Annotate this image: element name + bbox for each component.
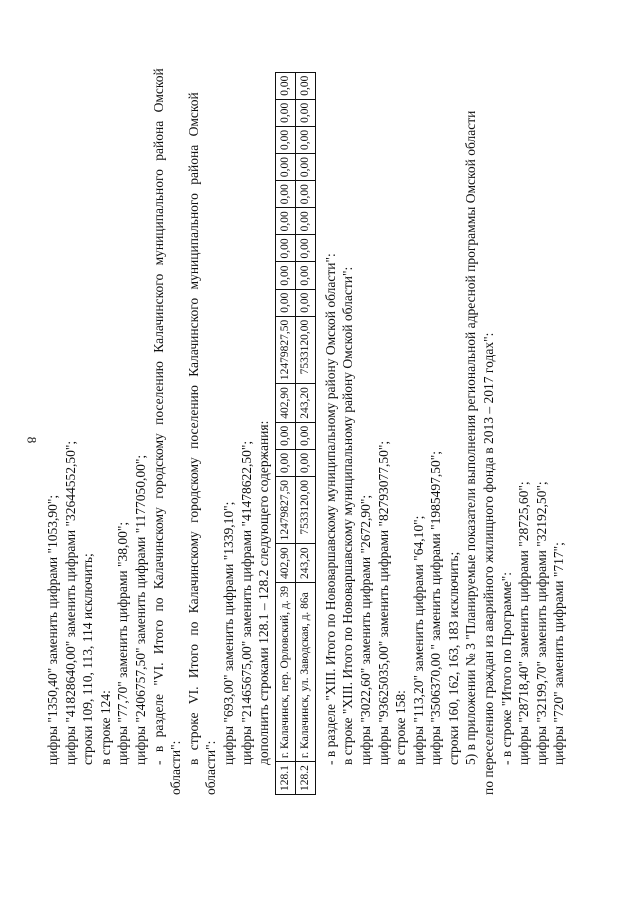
table-cell: 128.2 [295, 762, 315, 795]
text-line: в строке VI. Итого по Калачинскому городскому поселению Калачинского муниципального района Омской [185, 92, 201, 765]
table-row [295, 72, 315, 794]
table-cell: 0,00 [295, 289, 315, 316]
text-line: цифры "93625035,00" заменить цифрами "82793077,50"; [375, 440, 391, 765]
table-cell: 7533120,00 [295, 316, 315, 383]
table-cell: 402,90 [275, 544, 295, 583]
text-line: цифры "720" заменить цифрами "717"; [551, 542, 567, 765]
table-cell: 0,00 [295, 181, 315, 208]
text-line: цифры "77,70" заменить цифрами "38,00"; [115, 521, 131, 765]
table-cell: 0,00 [295, 126, 315, 153]
text-line: цифры "3022,60" заменить цифрами "2672,90"; [357, 494, 373, 765]
text-line: цифры "28718,40" заменить цифрами "28725,60"; [516, 481, 532, 765]
table-cell: 0,00 [275, 181, 295, 208]
table-cell: 243,20 [295, 544, 315, 583]
text-line: области": [168, 740, 184, 795]
table-cell: 0,00 [275, 72, 295, 99]
text-line: строки 109, 110, 113, 114 исключить; [80, 553, 96, 765]
document-body [44, 25, 568, 795]
text-line: цифры "21465675,00" заменить цифрами "41478622,50"; [238, 440, 254, 765]
table-cell: 0,00 [275, 262, 295, 289]
table-cell: 0,00 [275, 208, 295, 235]
table-row [275, 72, 295, 794]
table-cell: 0,00 [295, 99, 315, 126]
table-cell: г. Калачинск, пер. Орловский, д. 39 [275, 582, 295, 761]
text-line: области": [203, 740, 219, 795]
table-cell: 0,00 [295, 235, 315, 262]
table-cell: 12479827,50 [275, 316, 295, 383]
text-line: строки 160, 162, 163, 183 исключить; [445, 551, 461, 765]
table-cell: 402,90 [275, 384, 295, 423]
table-cell: 0,00 [295, 449, 315, 476]
text-line: цифры "41828640,00" заменить цифрами "32644552,50"; [62, 440, 78, 765]
table-cell: 0,00 [275, 126, 295, 153]
text-line: цифры "32199,70" заменить цифрами "32192,50"; [533, 481, 549, 765]
table-cell: 0,00 [275, 289, 295, 316]
text-line: цифры "693,00" заменить цифрами "1339,10"; [220, 501, 236, 765]
table-cell: 0,00 [275, 422, 295, 449]
table-cell: 0,00 [275, 235, 295, 262]
text-line: 5) в приложении № 3 "Планируемые показатели выполнения региональной адресной программы Омской области [463, 110, 479, 765]
text-line: в строке "XIII. Итого по Нововаршавскому муниципальному району Омской области": [340, 266, 356, 765]
table-cell: 0,00 [295, 262, 315, 289]
text-line: дополнить строками 128.1 – 128.2 следующего содержания: [256, 420, 272, 765]
text-line: по переселению граждан из аварийного жилищного фонда в 2013 – 2017 годах": [481, 332, 497, 795]
table-cell: 0,00 [295, 72, 315, 99]
text-line: - в строке "Итого по Программе": [498, 571, 514, 765]
table-cell: 0,00 [275, 153, 295, 180]
text-line: цифры "2406757,50" заменить цифрами "1177050,00"; [132, 454, 148, 765]
text-line: - в разделе "XIII. Итого по Нововаршавскому муниципальному району Омской области": [322, 253, 338, 765]
text-line: цифры "1350,40" заменить цифрами "1053,90"; [45, 494, 60, 765]
text-line: цифры "3506370,00 " заменить цифрами "1985497,50"; [428, 450, 444, 765]
table-cell: г. Калачинск, ул. Заводская, д. 86а [295, 582, 315, 761]
table-cell: 243,20 [295, 384, 315, 423]
table-cell: 12479827,50 [275, 476, 295, 543]
text-before-table [44, 25, 273, 795]
table-cell: 0,00 [275, 99, 295, 126]
table-cell: 7533120,00 [295, 476, 315, 543]
inserted-rows-table [275, 72, 316, 795]
table-cell: 0,00 [275, 449, 295, 476]
text-line: цифры "113,20" заменить цифрами "64,10"; [410, 515, 426, 765]
text-line: - в разделе "VI. Итого по Калачинскому городскому поселению Калачинского муниципального района Омской [150, 68, 166, 765]
text-line: в строке 124: [97, 690, 113, 765]
page-number: 8 [24, 436, 40, 444]
table-cell: 128.1 [275, 762, 295, 795]
text-line: в строке 158: [393, 690, 409, 765]
table-cell: 0,00 [295, 153, 315, 180]
text-after-table [322, 25, 568, 795]
table-cell: 0,00 [295, 208, 315, 235]
table-cell: 0,00 [295, 422, 315, 449]
